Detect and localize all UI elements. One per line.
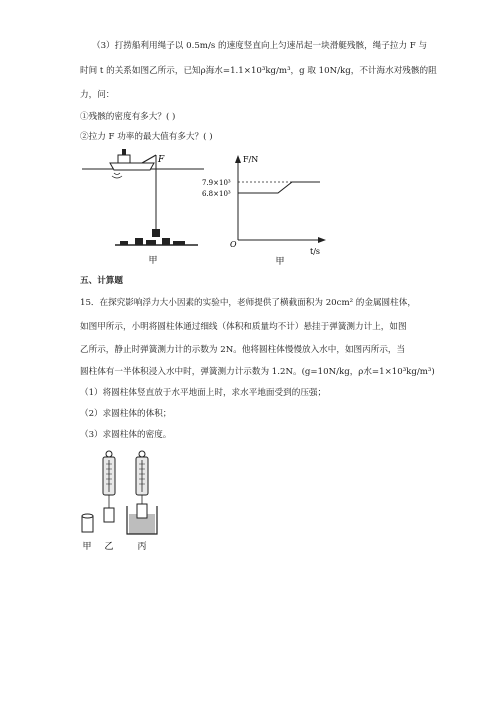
wreck-block [152, 229, 160, 237]
section-title: 五、计算题 [80, 276, 123, 286]
q15-question1: （1）将圆柱体竖直放于水平地面上时，求水平地面受到的压强； [80, 388, 327, 398]
caption-yi: 乙 [104, 542, 114, 552]
origin-label: O [230, 240, 237, 249]
x-axis-label: t/s [310, 247, 321, 256]
q14-sub2: ②拉力 F 功率的最大值有多大？( ) [80, 132, 213, 142]
q15-question2: （2）求圆柱体的体积； [80, 409, 172, 419]
q15-line3: 乙所示，静止时弹簧测力计的示数为 2N。他将圆柱体慢慢放入水中，如图丙所示，当 [80, 345, 406, 355]
spring-scale-bing [136, 451, 148, 504]
y-axis-arrow [235, 155, 241, 163]
q15-line1: 15．在探究影响浮力大小因素的实验中，老师提供了横截面积为 20cm² 的金属圆柱体， [80, 298, 416, 308]
ship-mast [122, 149, 126, 155]
caption-jia: 甲 [82, 542, 92, 552]
ship-hull [110, 163, 154, 170]
q15-question3: （3）求圆柱体的密度。 [80, 430, 172, 440]
q14-sub1: ①残骸的密度有多大？( ) [80, 112, 176, 122]
q15-line4: 圆柱体有一半体积浸入水中时，弹簧测力计示数为 1.2N。(g=10N/kg，ρ水=1×10³kg/m³) [80, 367, 435, 377]
cylinder-in-water [137, 504, 147, 518]
tick-label-high: 7.9×10³ [202, 179, 231, 187]
force-time-graph [200, 150, 330, 265]
q14-part3-line2: 时间 t 的关系如图乙所示，已知ρ海水=1.1×10³kg/m³，g 取 10N/kg，不计海水对残骸的阻 [80, 66, 437, 76]
force-label: F [158, 155, 165, 165]
buoyancy-experiment-figure [78, 448, 178, 558]
force-curve [238, 182, 320, 193]
figure-caption-graph: 甲 [275, 257, 285, 265]
figure-caption-jia: 甲 [148, 256, 158, 266]
ship-cabin [118, 155, 130, 163]
crane-arm [142, 155, 156, 163]
x-axis-arrow [318, 237, 326, 243]
q14-part3-line3: 力，问： [80, 90, 115, 100]
beaker-with-water [127, 504, 157, 534]
y-axis-label: F/N [243, 155, 259, 164]
caption-bing: 丙 [137, 542, 147, 552]
tick-label-low: 6.8×10³ [202, 190, 231, 198]
spring-scale-yi [103, 451, 115, 522]
q15-line2: 如图甲所示，小明将圆柱体通过细线（体积和质量均不计）悬挂于弹簧测力计上，如图 [80, 322, 407, 332]
salvage-ship-figure [80, 142, 210, 267]
q14-part3-line1: （3）打捞船利用绳子以 0.5m/s 的速度竖直向上匀速吊起一块滑艇残骸，绳子拉力 F 与 [92, 41, 428, 51]
cylinder-alone [82, 514, 93, 532]
